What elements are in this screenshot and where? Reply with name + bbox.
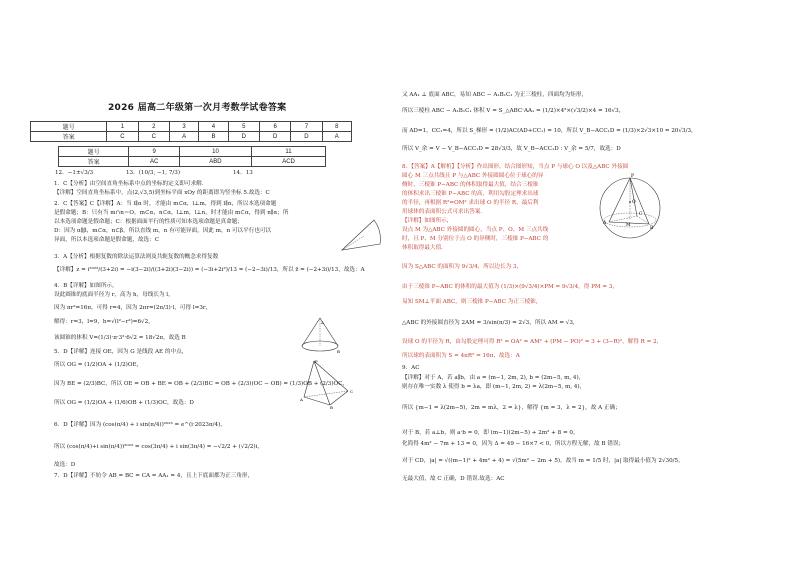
right-line: 设点 M 为△ABC 外接圆的圆心，当点 P、O、M 三点共线: [402, 227, 549, 233]
right-line: 化简得 4m² − 7m + 13 = 0，因为 Δ = 49 − 16×7 < 0，所以方程无解，故 B 错误；: [402, 441, 625, 447]
table-cell: 答案: [31, 132, 107, 142]
table-cell: 10: [179, 147, 251, 157]
right-column: [402, 0, 782, 562]
fig-label: C: [639, 212, 643, 217]
sector-radius: [342, 236, 364, 250]
fill-in-q14: 14．13: [233, 170, 253, 176]
edge: [314, 361, 348, 391]
left-line: 以本选项命题是假命题；C：根据面面平行的性质可知本选项命题是真命题；: [54, 219, 243, 225]
fill-in-q12: 12．−1±√3/3: [55, 170, 94, 176]
left-line: 3．A【分析】根据复数的除法运算法则及共轭复数的概念求得复数: [54, 254, 219, 260]
fig-label: B: [330, 405, 333, 409]
left-line: 所以 OG = (1/2)OA + (1/2)OE，: [54, 362, 143, 368]
table-cell: 9: [129, 147, 180, 157]
left-line: 是假命题；B：只有当 m∩n＝O，m⊂α，n⊂α，l⊥m，l⊥n，时才能由 m⊂α，得到 n∥α；所: [54, 210, 289, 216]
left-line: 6．D【详解】因为 (cos(π/4) + i sin(π/4))²⁰²³ = e^(i·2023π/4)，: [54, 422, 226, 428]
edge: [314, 361, 330, 405]
table-cell: 6: [259, 122, 290, 132]
right-line: 由于三棱锥 P−ABC 的体积的最大值为 (1/3)×(9√3/4)×PM = 9√3/4，得 PM = 3，: [402, 284, 618, 290]
right-line: 所以三棱柱 ABC − A₁B₁C₁ 体积 V = S_△ABC·AA₁ = (1/2)×4²×(√3/2)×4 = 16√3，: [402, 108, 625, 114]
fig-label: O: [632, 200, 636, 205]
table-cell: 7: [291, 122, 322, 132]
cone-figure: [298, 316, 342, 356]
answer-table-1-answer-row: [31, 132, 352, 142]
table-cell: D: [259, 132, 290, 142]
table-cell: 3: [169, 122, 198, 132]
edge: [609, 178, 630, 222]
right-line: 所以 V_余 = V − V_B−ACC₁D = 28√3/3，故 V_B−ACC₁D : V_余 = 5/7，故选：D: [402, 146, 621, 152]
left-line: 所以 OG = (1/2)OA + (1/6)OB + (1/3)OC，故选：D: [54, 400, 194, 406]
right-line: 易知 SM⊥平面 ABC，则三棱锥 P−ABC 为正三棱锥，: [402, 299, 542, 305]
left-line: 异面，所以本选项命题是假命题，故选：C: [54, 237, 159, 243]
right-line: 而 AD=1，CC₁=4，所以 S_梯形 = (1/2)AC(AD+CC₁) = 10，所以 V_B−ACC₁D = (1/3)×2√3×10 = 20√3/3，: [402, 128, 697, 134]
sphere-pyramid-figure: [597, 172, 663, 242]
right-line: 因为 S△ABC 的面积为 9√3/4，所以边长为 3，: [402, 264, 523, 270]
right-line: 对于 B，若 a⊥b，则 a·b = 0，即 (m−1)(2m−5) + 2m² + 8 = 0，: [402, 430, 579, 436]
answer-table-1-header-row: [31, 122, 352, 132]
fig-label: M: [626, 223, 631, 228]
right-line: 所以球的表面积为 S = 4πR² = 16π，故选：A: [402, 353, 520, 359]
left-line: 5．D【详解】连接 OE，因为 G 是线段 AE 的中点，: [54, 349, 188, 355]
right-line: 用球体的表面积公式可求出答案.: [402, 209, 483, 215]
table-cell: B: [199, 132, 228, 142]
left-line: 因为 πr²=16π，可得 r=4，因为 2πr=(2π/3)·l，可得 l=3r，: [54, 305, 212, 311]
right-line: 的半径，再根据 R²=OM² 求出球 O 的半径 R，最后利: [402, 200, 539, 206]
answer-table-1: [30, 121, 352, 142]
right-line: 体积取得最大值.: [402, 245, 443, 251]
left-line: 4．B【详解】如图所示，: [54, 283, 118, 289]
answer-table-2-header-row: [59, 147, 326, 157]
fig-label: A: [603, 221, 607, 226]
right-line: △ABC 的外接圆直径为 2AM = 3/sin(π/3) = 2√3，所以 AM = √3，: [402, 320, 579, 326]
table-cell: A: [322, 132, 351, 142]
table-cell: 题号: [31, 122, 107, 132]
right-line: 8．【答案】A【解析】【分析】作出图形，结合图形知，当点 P 与球心 O 以及△ABC 外接圆: [402, 164, 629, 170]
edge: [609, 216, 637, 222]
edge: [304, 397, 330, 405]
table-cell: 5: [228, 122, 259, 132]
right-line: 设球 O 的半径为 R，由勾股定理可得 R² = OA² = AM² + (PM − PO)² = 3 + (3−R)²，解得 R = 2，: [402, 339, 663, 345]
fig-label: B: [650, 226, 654, 231]
table-cell: 8: [322, 122, 351, 132]
table-cell: 题号: [59, 147, 129, 157]
edge: [304, 361, 314, 397]
table-cell: D: [291, 132, 322, 142]
right-line: 对于 CD，|a| = √((m−1)² + 4m² + 4) = √(5m² − 2m + 5)，故当 m = 1/5 时，|a| 取得最小值为 2√30/5，: [402, 458, 684, 464]
table-cell: A: [169, 132, 198, 142]
table-cell: 2: [138, 122, 169, 132]
tetrahedron-figure: [300, 357, 356, 409]
left-line: 解得：r=3，l=9，h=√(l²−r²)=6√2，: [54, 319, 154, 325]
fig-label: P: [315, 359, 318, 364]
right-line: 9．AC: [402, 365, 420, 371]
right-line: 【详解】如图所示，: [402, 218, 453, 224]
right-line: 的体积求出三棱锥 P−ABC 的高，利用勾股定理求出球: [402, 191, 539, 197]
table-cell: 11: [252, 147, 326, 157]
table-cell: ACD: [252, 157, 326, 167]
left-line: 7．D【详解】不妨令 AB = BC = CA = AA₁ = 4，且上下底面都为正三角形，: [54, 473, 254, 479]
sphere-center-dot: [629, 201, 631, 203]
table-cell: 4: [199, 122, 228, 132]
table-cell: C: [107, 132, 138, 142]
left-line: 因为 BE = (2/3)BC，所以 OE = OB + BE = OB + (2/3)BC = OB + (2/3)(OC − OB) = (1/3)OB + (2/3)OC，: [54, 381, 349, 387]
fig-label: C: [350, 389, 354, 394]
left-line: 2．C【答案】C【详解】A：当 l∥α 时，才能由 m⊂α，l⊥m，得到 l∥α，所以本选项命题: [54, 201, 277, 207]
edge: [630, 178, 637, 216]
fig-label: B: [337, 349, 340, 354]
cone-sector-figure: [334, 214, 386, 254]
table-cell: C: [138, 132, 169, 142]
fig-label: A: [300, 397, 303, 402]
left-line: D：因为 α∥β，m⊂α，n⊂β，所以直线 m，n 有可能异面，因此 m，n 可以平行也可以: [54, 228, 272, 234]
table-cell: AC: [129, 157, 180, 167]
right-line: 无最大值，故 C 正确，D 错误.故选：AC: [402, 476, 505, 482]
right-line: 圆心 M 三点共线且 P 与△ABC 外接圆圆心位于球心的异: [402, 173, 544, 179]
left-line: 【详解】空间直角坐标系中，点(2,√3,5)到坐标平面 xOy 的距离即为竖坐标 5.故选：C: [54, 190, 270, 196]
left-line: 所以 (cos(π/4)+i sin(π/4))²⁰²³ = cos(3π/4) + i sin(3π/4) = −√2/2 + (√2/2)i，: [54, 444, 263, 450]
right-line: 所以 {m−1 = λ(2m−5)，2m = mλ，2 = λ}，解得 {m = 3，λ = 2}，故 A 正确；: [402, 405, 621, 411]
fill-in-q13: 13．(10/3, −1, 7/3): [126, 170, 180, 176]
table-cell: ABD: [179, 157, 251, 167]
table-cell: D: [228, 132, 259, 142]
page-title: 2026 届高二年级第一次月考数学试卷答案: [108, 103, 287, 113]
right-line: 侧时，三棱锥 P−ABC 的体积取得最大值，结合三棱锥: [402, 182, 539, 188]
left-line: 【详解】z = i²⁰²³/(3+2i) = −i(3−2i)/((3+2i)(3−2i)) = (−3i+2i²)/13 = (−2−3i)/13，所以 z̄ = (−2+3i)/13，故选：A: [54, 267, 365, 273]
left-line: 1．C【分析】由空间直角坐标系中点的坐标的定义即可求解.: [54, 181, 204, 187]
left-line: 该圆锥的体积 V=(1/3)·π·3²·6√2 = 18√2π，故选 B: [54, 335, 186, 341]
answer-table-2: [58, 146, 326, 167]
fig-label: A: [321, 320, 324, 325]
right-line: 【详解】对于 A，若 a∥b，由 a = (m−1, 2m, 2), b = (2m−5, m, 4)，: [402, 375, 585, 381]
left-line: 故选：D: [54, 462, 76, 468]
right-line: 则存在唯一实数 λ 使得 b = λa，即 (m−1, 2m, 2) = λ(2m−5, m, 4)，: [402, 384, 586, 390]
left-column: [8, 0, 388, 562]
sector-outline: [342, 220, 380, 250]
table-cell: 1: [107, 122, 138, 132]
answer-table-2-answer-row: [59, 157, 326, 167]
right-line: 又 AA₁ ⊥ 底面 ABC，易知 ABC − A₁B₁C₁ 为正三棱柱，四面均为矩形，: [402, 92, 588, 98]
left-line: 设此圆锥的底面半径为 r，高为 h，母线长为 l，: [54, 292, 174, 298]
table-cell: 答案: [59, 157, 129, 167]
right-line: 时，且 P、M 分别位于点 O 的异侧时，三棱锥 P−ABC 的: [402, 236, 549, 242]
fig-label: P: [631, 174, 635, 179]
